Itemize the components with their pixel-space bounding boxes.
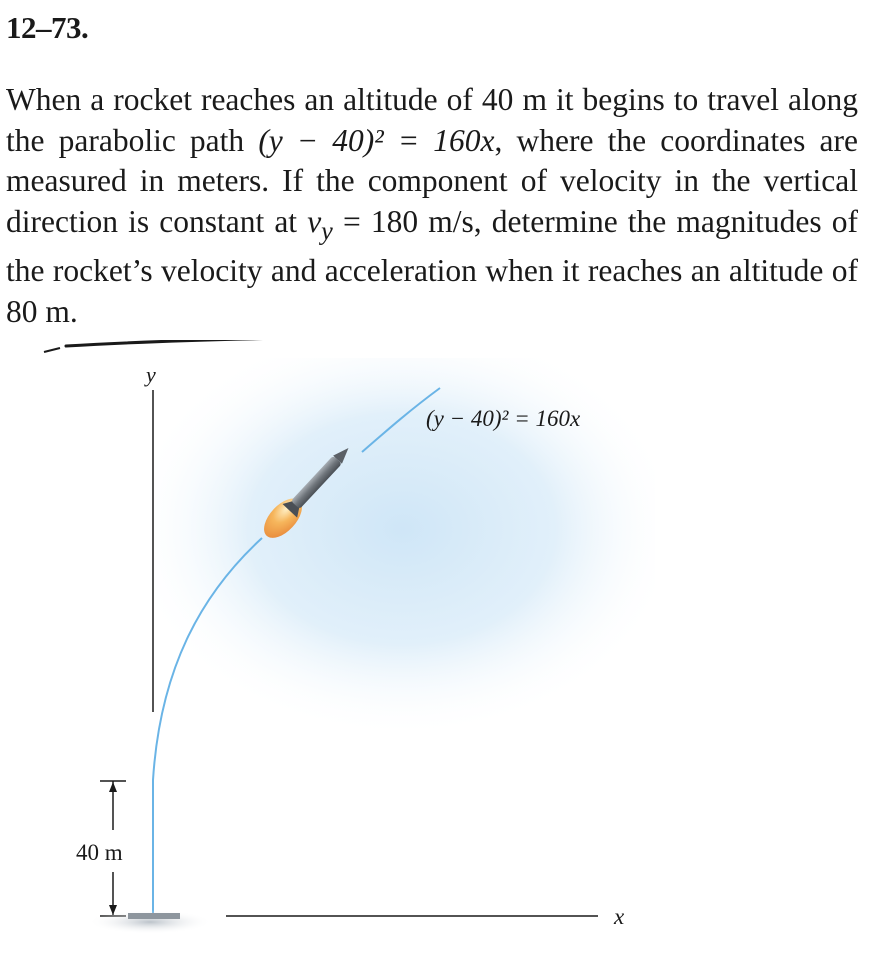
velocity-subscript: y xyxy=(321,215,333,245)
launch-pad xyxy=(128,913,180,919)
y-axis-label: y xyxy=(146,362,156,387)
problem-equation: (y − 40)² = 160x xyxy=(258,122,495,158)
problem-text-intro: When a rocket reaches an altitude of 40 m it begins to travel along the parabolic path xyxy=(6,82,858,158)
handwritten-tick xyxy=(44,348,60,352)
velocity-symbol: v xyxy=(307,203,322,239)
rocket-figure xyxy=(0,340,875,953)
handwritten-underline xyxy=(66,340,688,346)
problem-statement xyxy=(6,80,858,332)
dimension-arrow-up xyxy=(109,782,117,792)
problem-number: 12–73. xyxy=(6,10,89,45)
x-axis-label: x xyxy=(614,904,625,929)
path-equation-label: (y − 40)² = 160x xyxy=(426,406,581,431)
problem-text-end: , determine the magnitudes of the rocket’s velocity and acceleration when it reaches an altitude of 80 m. xyxy=(6,203,858,329)
velocity-value: = 180 m/s xyxy=(332,203,474,239)
altitude-label: 40 m xyxy=(76,840,123,865)
problem-text-mid: , where the coordinates are measured in meters. If the component of velocity in the vertical direction is constant at xyxy=(6,122,858,239)
